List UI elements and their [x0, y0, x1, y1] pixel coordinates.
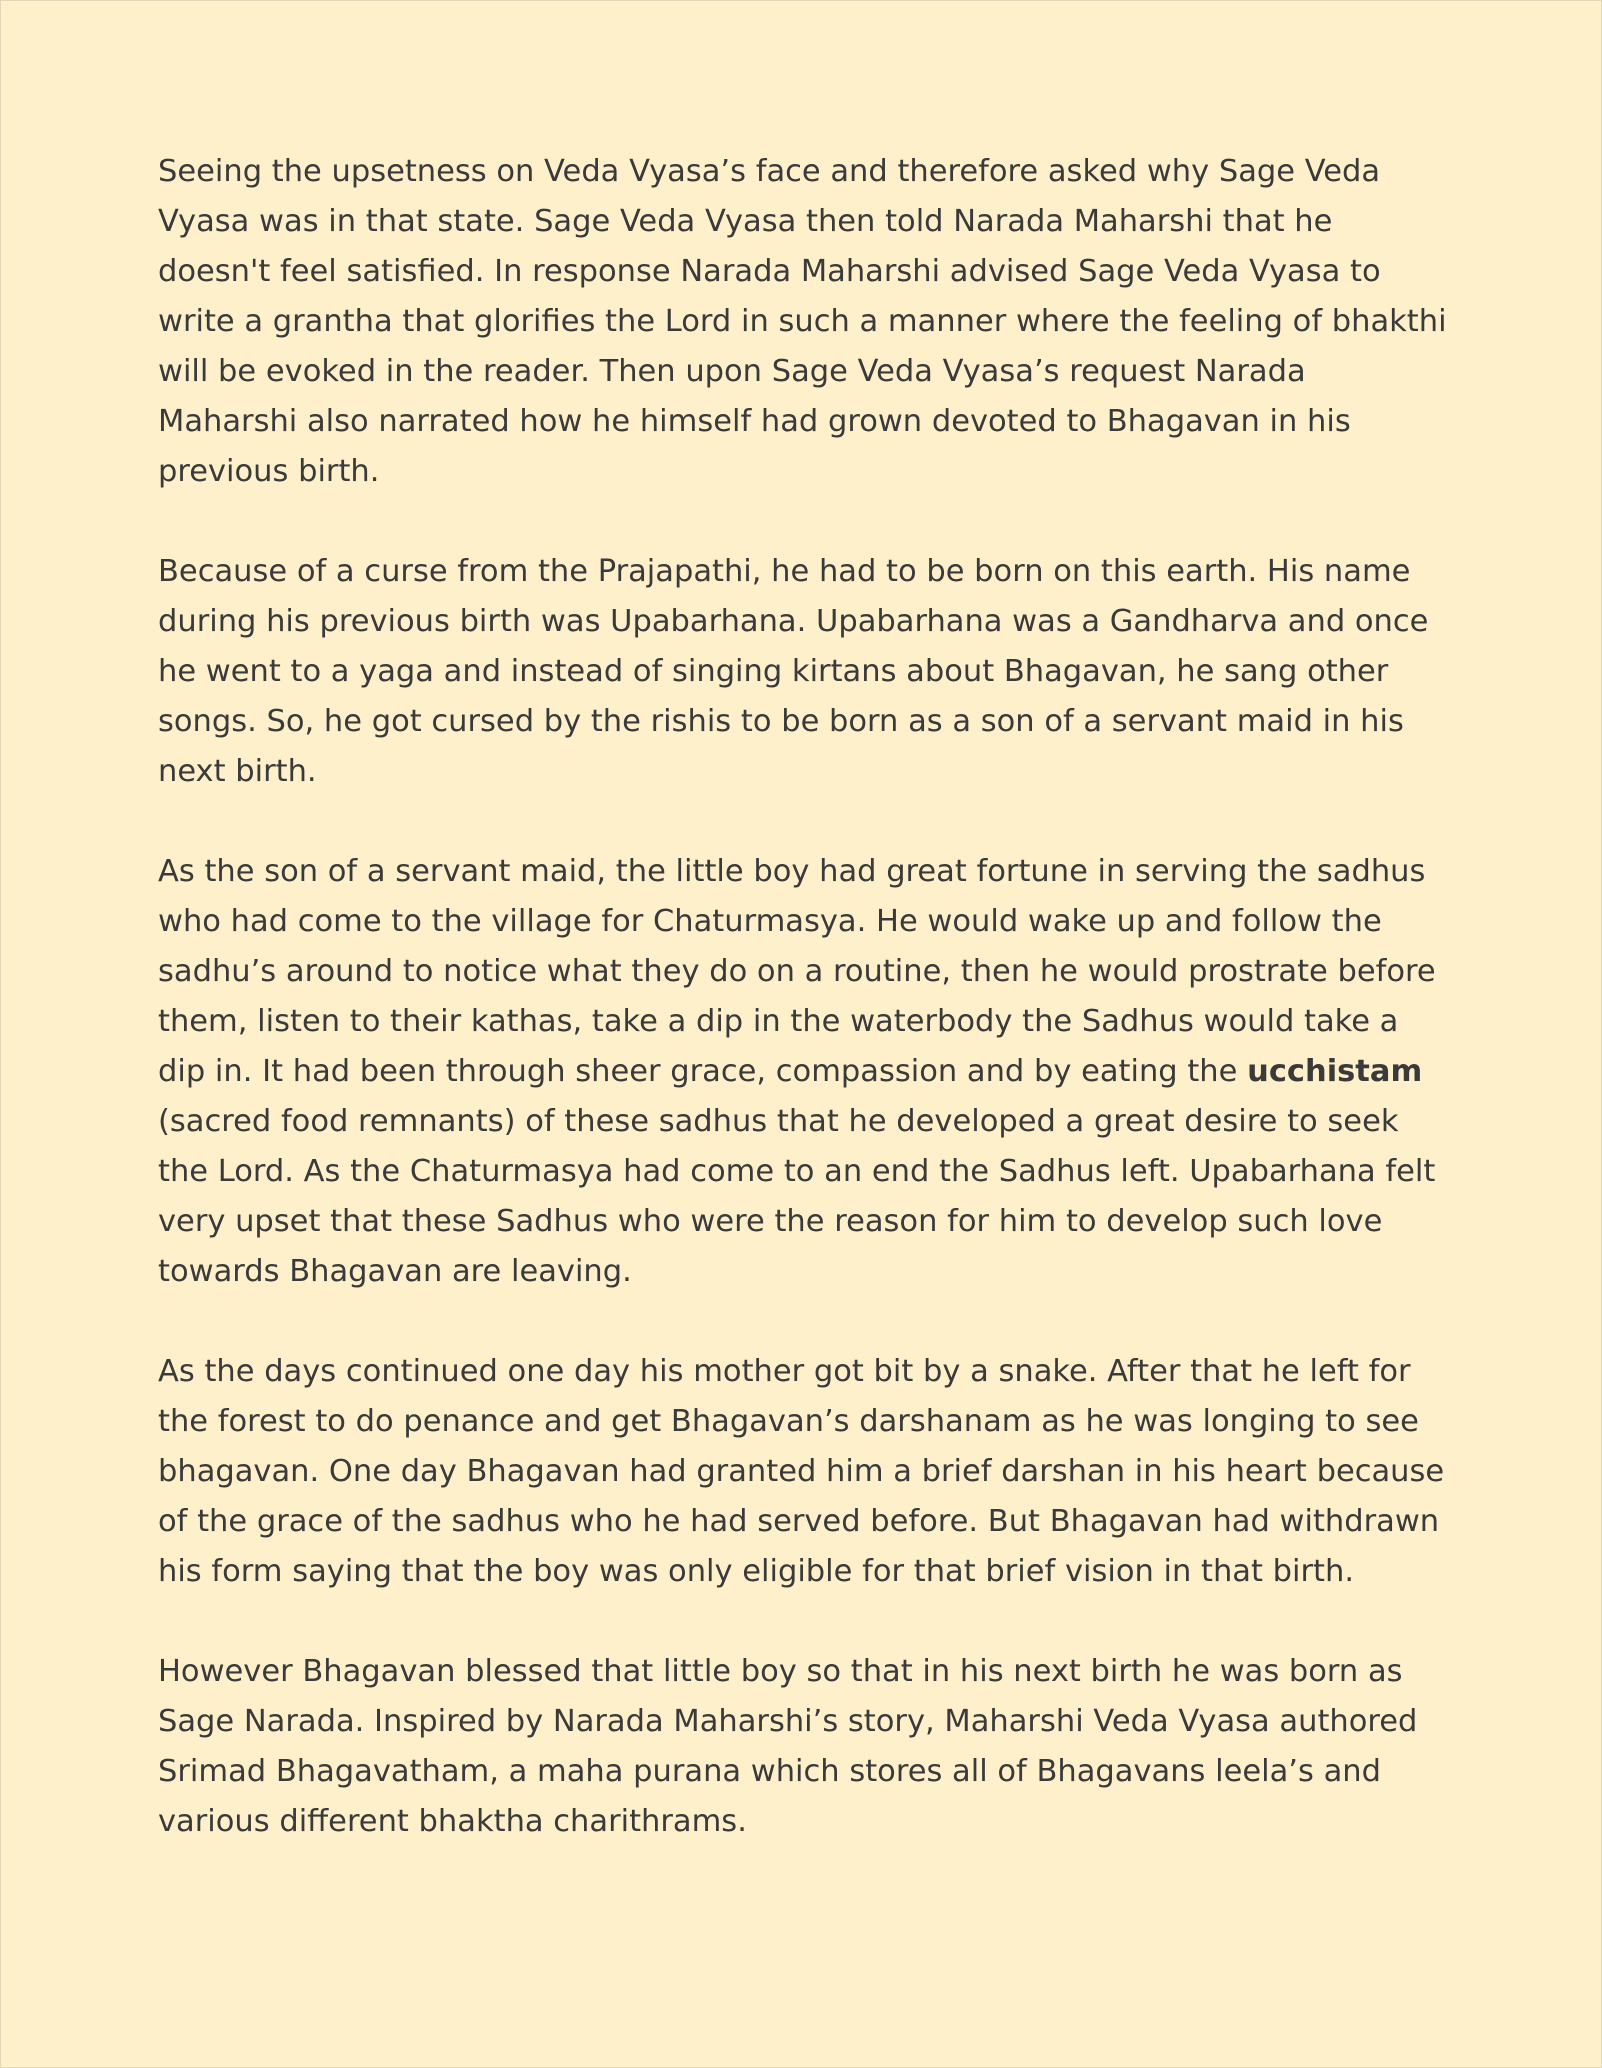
paragraph-3-text-after: (sacred food remnants) of these sadhus that he developed a great desire to seek the Lord. As the Chaturmasya had come to an end the Sadhus left. Upabarhana felt very upset that these Sadhus who were the reason for him to develop such love towards Bhagavan are leaving.: [158, 1104, 1436, 1289]
paragraph-3-text-before: As the son of a servant maid, the little boy had great fortune in serving the sadhus who had come to the village for Chaturmasya. He would wake up and follow the sadhu’s around to notice what they do on a routine, then he would prostrate before them, listen to their kathas, take a dip in the waterbody the Sadhus would take a dip in. It had been through sheer grace, compassion and by eating the: [158, 854, 1436, 1089]
document-body: [158, 147, 1448, 1847]
paragraph-5: However Bhagavan blessed that little boy so that in his next birth he was born as Sage Narada. Inspired by Narada Maharshi’s story, Maharshi Veda Vyasa authored Srimad Bhagavatham, a maha purana which stores all of Bhagavans leela’s and various different bhaktha charithrams.: [158, 1654, 1418, 1839]
paragraph-2: Because of a curse from the Prajapathi, he had to be born on this earth. His name during his previous birth was Upabarhana. Upabarhana was a Gandharva and once he went to a yaga and instead of singing kirtans about Bhagavan, he sang other songs. So, he got cursed by the rishis to be born as a son of a servant maid in his next birth.: [158, 554, 1429, 789]
paragraph-3: [158, 847, 1448, 1297]
bold-term-ucchistam: ucchistam: [1247, 1054, 1423, 1089]
paragraph-4: As the days continued one day his mother got bit by a snake. After that he left for the forest to do penance and get Bhagavan’s darshanam as he was longing to see bhagavan. One day Bhagavan had granted him a brief darshan in his heart because of the grace of the sadhus who he had served before. But Bhagavan had withdrawn his form saying that the boy was only eligible for that brief vision in that birth.: [158, 1354, 1445, 1589]
paragraph-1: Seeing the upsetness on Veda Vyasa’s face and therefore asked why Sage Veda Vyasa was in that state. Sage Veda Vyasa then told Narada Maharshi that he doesn't feel satisfied. In response Narada Maharshi advised Sage Veda Vyasa to write a grantha that glorifies the Lord in such a manner where the feeling of bhakthi will be evoked in the reader. Then upon Sage Veda Vyasa’s request Narada Maharshi also narrated how he himself had grown devoted to Bhagavan in his previous birth.: [158, 154, 1447, 489]
